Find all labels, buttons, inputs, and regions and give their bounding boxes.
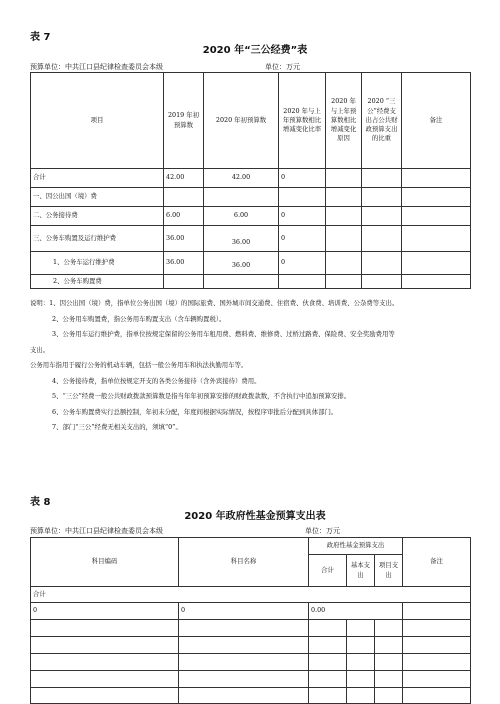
note-line: 2、公务用车购置费，指公务用车购置支出（含车辆购置税）。 xyxy=(52,314,226,323)
row-code: 0 xyxy=(31,603,179,620)
row-item: 合计 xyxy=(31,169,164,188)
table-row xyxy=(31,637,471,654)
header-project: 项目支出 xyxy=(375,555,403,587)
row-curr: 36.00 xyxy=(231,261,251,270)
header-item: 项目 xyxy=(31,73,164,169)
table7-label: 表 7 xyxy=(30,32,51,43)
note-line: 3、公务用车运行维护费，指单位按规定保留的公务用车租用费、燃料费、维修费、过桥过路费、保险费、安全奖励费用等 xyxy=(52,330,395,338)
header-group: 政府性基金预算支出 xyxy=(309,538,403,555)
header-code: 科目编码 xyxy=(31,538,179,587)
table-row xyxy=(31,226,471,252)
row-name: 0 xyxy=(179,603,309,620)
row-prev: 6.00 xyxy=(164,207,204,226)
table7-unit-currency: 单位：万元 xyxy=(265,63,300,71)
row-curr: 36.00 xyxy=(231,237,251,246)
table8-title: 2020 年政府性基金预算支出表 xyxy=(184,511,326,522)
table8-unit-org: 预算单位：中共江口县纪律检查委员会本级 xyxy=(30,527,163,535)
row-curr: 42.00 xyxy=(204,169,279,188)
note-line: 公务用车指用于履行公务的机动车辆，包括一般公务用车和执法执勤用车等。 xyxy=(30,361,248,369)
row-item: 一、因公出国（境）费 xyxy=(31,188,164,207)
note-line: 说明：1、因公出国（境）费，指单位公务出国（境）的国际旅费、国外城市间交通费、住宿费、伙食费、培训费、公杂费等支出。 xyxy=(30,299,399,307)
table-row xyxy=(31,169,471,188)
row-prev: 36.00 xyxy=(164,252,204,275)
table-row xyxy=(31,620,471,637)
header-remark: 备注 xyxy=(403,538,471,587)
note-line: 7、部门“三公”经费无相关支出的，须填“0”。 xyxy=(52,423,182,431)
header-prev-budget: 2019 年初预算数 xyxy=(164,73,204,169)
header-curr-budget: 2020 年初预算数 xyxy=(204,73,279,169)
table8 xyxy=(30,537,471,704)
table-row xyxy=(31,688,471,704)
note-line: 支出。 xyxy=(30,345,50,354)
total-row-label: 合计 xyxy=(31,587,471,603)
header-remark: 备注 xyxy=(402,73,471,169)
row-item: 1、公务车运行维护费 xyxy=(31,252,164,275)
table-row xyxy=(31,587,471,603)
row-total: 0.00 xyxy=(309,603,403,620)
table7-unit-org: 预算单位：中共江口县纪律检查委员会本级 xyxy=(30,63,163,71)
header-share: 2020 “三公”经费支出占公共财政预算支出的比重 xyxy=(362,73,402,169)
row-rate: 0 xyxy=(279,226,326,252)
row-rate: 0 xyxy=(279,252,326,275)
table-row xyxy=(31,188,471,207)
table7-notes xyxy=(30,296,470,436)
row-rate: 0 xyxy=(279,169,326,188)
table-row xyxy=(31,671,471,688)
table8-label: 表 8 xyxy=(30,497,51,508)
table-row xyxy=(31,207,471,226)
table7 xyxy=(30,72,471,289)
row-item: 2、公务车购置费 xyxy=(31,275,164,289)
table8-unit-currency: 单位：万元 xyxy=(305,527,340,535)
header-basic: 基本支出 xyxy=(347,555,375,587)
table-row xyxy=(31,654,471,671)
note-line: 4、公务接待费，指单位按规定开支的各类公务接待（含外宾接待）费用。 xyxy=(52,376,261,385)
header-total: 合计 xyxy=(309,555,347,587)
row-prev: 36.00 xyxy=(164,226,204,252)
note-line: 6、公务车购置费实行总额控制，年初未分配，年度间根据实际情况，按程序审批后分配到具体部门。 xyxy=(52,407,338,416)
table-row xyxy=(31,252,471,275)
header-change-reason: 2020 年与上年预算数相比增减变化原因 xyxy=(326,73,362,169)
row-item: 二、公务接待费 xyxy=(31,207,164,226)
note-line: 5、“三公”经费一般公共财政拨款预算数是指当年年初预算安排的财政拨款数，不含执行中追加预算安排。 xyxy=(52,392,351,400)
table7-title: 2020 年“三公经费”表 xyxy=(202,45,308,56)
table-row xyxy=(31,603,471,620)
header-change-rate: 2020 年与上年预算数相比增减变化比率 xyxy=(279,73,326,169)
row-item: 三、公务车购置及运行维护费 xyxy=(31,226,164,252)
row-prev: 42.00 xyxy=(164,169,204,188)
table-row xyxy=(31,275,471,289)
row-rate: 0 xyxy=(279,207,326,226)
row-curr: 6.00 xyxy=(204,207,279,226)
header-name: 科目名称 xyxy=(179,538,309,587)
